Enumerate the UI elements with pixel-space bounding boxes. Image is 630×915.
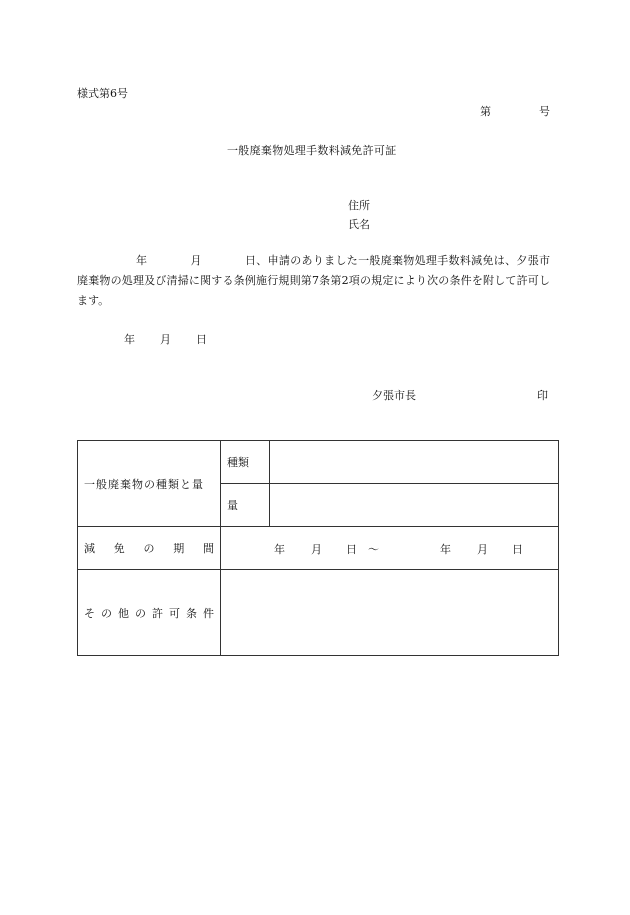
- period-label-text: 減免の期間: [84, 542, 214, 555]
- document-title: 一般廃棄物処理手数料減免許可証: [227, 144, 397, 157]
- amount-field[interactable]: [270, 484, 559, 527]
- to-year-unit: 年: [440, 543, 451, 556]
- form-number: 様式第6号: [77, 87, 128, 100]
- from-day-unit: 日: [346, 543, 357, 556]
- permit-statement: 、申請のありました一般廃棄物処理手数料減免は、夕張市廃棄物の処理及び清掃に関する条例施行規則第7条第2項の規定により次の条件を附して許可します。: [77, 254, 550, 307]
- year-unit: 年: [136, 254, 147, 267]
- day-unit: 日: [245, 254, 256, 267]
- permit-conditions-table: [77, 440, 559, 656]
- tilde-separator: 〜: [368, 543, 379, 556]
- table-row: [78, 441, 559, 484]
- day-unit: 日: [196, 333, 207, 346]
- mayor-title: 夕張市長: [372, 389, 416, 402]
- doc-number-prefix: 第: [480, 105, 491, 118]
- from-month-unit: 月: [311, 543, 322, 556]
- waste-label-text: 一般廃棄物の種類と量: [84, 477, 204, 491]
- amount-label: 量: [221, 484, 270, 527]
- month-unit: 月: [160, 333, 171, 346]
- kind-field[interactable]: [270, 441, 559, 484]
- kind-label: 種類: [221, 441, 270, 484]
- doc-number-suffix: 号: [539, 105, 550, 118]
- address-label: 住所: [348, 199, 370, 212]
- waste-type-amount-label: [78, 441, 221, 527]
- name-label: 氏名: [348, 218, 370, 231]
- month-unit: 月: [190, 254, 202, 267]
- to-month-unit: 月: [477, 543, 488, 556]
- issue-date: [124, 331, 207, 347]
- to-day-unit: 日: [512, 543, 523, 556]
- application-date: [136, 251, 256, 271]
- period-field[interactable]: [221, 527, 559, 570]
- other-conditions-text: その他の許可条件: [84, 606, 214, 620]
- table-row: [78, 570, 559, 656]
- from-year-unit: 年: [274, 543, 285, 556]
- other-conditions-field[interactable]: [221, 570, 559, 656]
- year-unit: 年: [124, 333, 135, 346]
- table-row: [78, 527, 559, 570]
- permit-body-text: [77, 251, 550, 311]
- document-number: [480, 103, 550, 119]
- other-conditions-label: [78, 570, 221, 656]
- seal-mark: 印: [537, 389, 548, 402]
- period-label: [78, 527, 221, 570]
